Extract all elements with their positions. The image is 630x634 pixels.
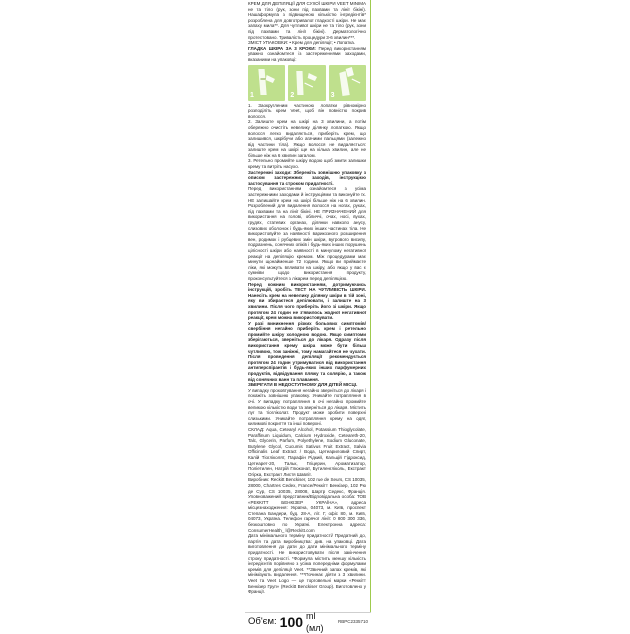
steps-illustration [248, 65, 366, 101]
product-label-strip [245, 0, 371, 630]
volume-footer [245, 610, 371, 633]
step-number-1: 1 [250, 91, 254, 99]
warnings-title: Застережні заходи: Збережіть зовнішню упаковку з описом застережних заходів, інструкцією застосування та строком придатності. [248, 169, 366, 186]
reaction-text: У разі виникнення різких больових симптомів/свербіння негайно приберіть крем і ретельно промийте шкіру холодною водою. Якщо симптоми зберігаються, зверніться до лікаря. Одразу після використання крему шкіра може бути більш чутливою, тож заніжні, тому намагайтеся не чухати. Після проведення депіляції рекомендується протягом 24 годин утримуватися від використання антиперспірантів і будь-яких інших парфумерних продуктів, відвідування пляжу та солярію, а також від сонячних ванн та плавання. [248, 320, 366, 382]
volume-label: Об'єм: [248, 615, 277, 627]
three-steps-title: ГЛАДКА ШКІРА ЗА 3 КРОКИ: [248, 45, 316, 51]
volume-unit: ml (мл) [306, 610, 324, 633]
volume-value: 100 [279, 613, 304, 630]
three-steps-intro [248, 46, 366, 63]
step-panel-3 [329, 65, 366, 101]
step-number-3: 3 [330, 91, 335, 99]
three-steps-text: Перед використанням уважно ознайомтеся із застереженнями заходами, вказаними на упаковці: [248, 45, 366, 62]
instruction-step-2: 2. Залиште крем на шкірі на 3 хвилини, а потім обережно очистіть невелику ділянку лопаткою. Якщо волосся легко видаляється, приберіть крем, що залишився, шкрібучи або агачими пальцями (залежно від частини тіла). Якщо волосся не видаляється: залиште крем на шкірі ще на кілька хвилин, але не більше ніж на 6 хвилин загалом. [248, 119, 366, 158]
skin-test-title: Перед кожним використанням, дотримуючись інструкцій, зробіть ТЕСТ НА ЧУТЛИВІСТЬ ШКІРИ. Нанесіть крем на невелику ділянку шкіри в тій зоні, яку ви збираєтеся депілювати, і залиште на 3 хвилини. Після чого приберіть його зі шкіри. Якщо протягом 24 годин не з'явилось жодної негативної реакції, крем можна використовувати. [248, 281, 366, 321]
step-panel-1 [248, 65, 285, 101]
batch-code: RBPC2335710 [337, 619, 368, 624]
storage-text: У випадку проковтування негайно зверніться до лікаря і покажіть зовнішню упаковку. Уникайте потрапляння в очі. У випадку потрапляння в очі негайно промийте великою кількістю води та зверніться до лікаря. Містить луг та тіогліколат. Продукт може зробити поверхні слизькими. Уникайте потрапляння крему на одяг, килимові покриття та інші поверхні. [248, 387, 366, 427]
instruction-step-1: 1. Заокругленим частиною лопатки рівномірно розподіліть крем Veet, щоб він повністю покрив волосся. [248, 102, 366, 119]
package-contents: ЗМІСТ УПАКОВКИ: • Крем для депіляції; • Лопатка. [248, 40, 356, 46]
step-panel-2 [288, 65, 325, 101]
instruction-step-3: 3. Ретельно промийте шкіру водою щоб змити залишки крему та витріть насухо. [248, 158, 366, 170]
manufacturer-text: Виробник: Reckitt Benckiser, 102 rue de Seurs, CS 10035, 28000, Chartres Cedex, France/Реккітт Бенкізер, 102 Рю де Сур, CS 10035, 28008, Шартр Седекс, Франція. Уповноважений представник/Відповідальна особа: ТОВ «РЕККІТТ БЕНКІЗЕР УКРАЇНА», адреса місцезнаходження: Україна, 04073, м. Київ, проспект Степана Бандери, буд. 28-А, літ. Г, офіс 80, м. Київ, 04073, Україна. Телефон гарячої лінії: 0 800 300 336, безкоштовно по Україні. Електронна адреса: ConsumerHealth_ l@Reckitt.com [248, 477, 366, 533]
product-header: КРЕМ ДЛЯ ДЕПІЛЯЦІЇ ДЛЯ СУХОЇ ШКІРИ VEET MINIMA не та тіло (рук, зони під пахвами та лінії бікіні). Нашаформула з підвищеною кількістю інгредієнтів* розроблена для довготривалої гладкості шкіри. Не має запаху мила**. Для чутливої шкіри не та тіло (рук, зони під пахвами та лінії бікіні). Дерматологічно протестовано. Тривалість процедури 3-6 хвилин***. [248, 1, 366, 40]
ingredients-text: СКЛАД: Aqua, Cetearyl Alcohol, Potassium Thioglycolate, Paraffinum Liquidum, Calcium Hydroxide, Ceteareth-20, Talc, Glycerin, Parfum, Polyethylene, Sodium Gluconate, Butylene Glycol, Cucumis Sativus Fruit Extract, Salvia Officinalis Leaf Extract / Вода, Цетеариловий Спирт, Калій Тіогліколят, Парафін Рідкий, Кальцій Гідроксид, Цетеарет-20, Тальк, Гліцерин, Ароматизатор, Поліетилен, Натрій Глюконат, Бутиленгліколь, Екстракт Огірка, Екстракт Листя Шавлії. [248, 426, 366, 477]
storage-title: ЗБЕРІГАТИ В НЕДОСТУПНОМУ ДЛЯ ДІТЕЙ МІСЦІ. [248, 382, 358, 388]
shelf-life-text: Дата мінімального терміну придатності/ Придатний до, партія та дата виробництва: див. на упаковці. Дата виготовлення до дати до дати мінімального терміну придатності. Не використовувати після закінчення строку придатності. *Формула містить меншу кількість інгредієнтів порівняно з усіма попередніми формулами кремів для депіляції Veet. **Звичний запах кремів, які мінімізують видалення. ***Починає діяти з 3 хвилини. Veet та Veet Logo — це торговельні марки «Реккітт Бенкізер Груп» (Reckitt Benckiser Group). Виготовлено у Франції. [248, 533, 366, 595]
warnings-body: Перед використанням ознайомтеся з усіма застережними заходами й інструкціями та виконуйте їх. НЕ залишайте крем на шкірі більше ніж на 6 хвилин. Розроблений для видалення волосся на ногах, руках, під пахвами та на лінії бікіні. НЕ ПРИЗНАЧЕНИЙ для використання на голові, обличчі, очах, носі, вухах, грудях, статевих органах, ділянки навколо анусу, слизових оболонок і будь-яких інших частинах тіла. Не використовуйте за наявності варикозного розширення вен, родимок і рубцевих змін шкіри, вугрового висипу, подразнень, сонячних опіків і будь-яких інших порушень цілісності шкіри або наявності в минулому негативної реакції на депіляцію кремом. Між процедурами має минути щонайменше 72 години. Якщо ви приймаєте ліки, які можуть впливати на шкіру, або якщо у вас є сумніви щодо використання продукту, проконсультуйтеся з лікарем перед депіляцією. [248, 186, 366, 281]
step-number-2: 2 [290, 91, 295, 99]
